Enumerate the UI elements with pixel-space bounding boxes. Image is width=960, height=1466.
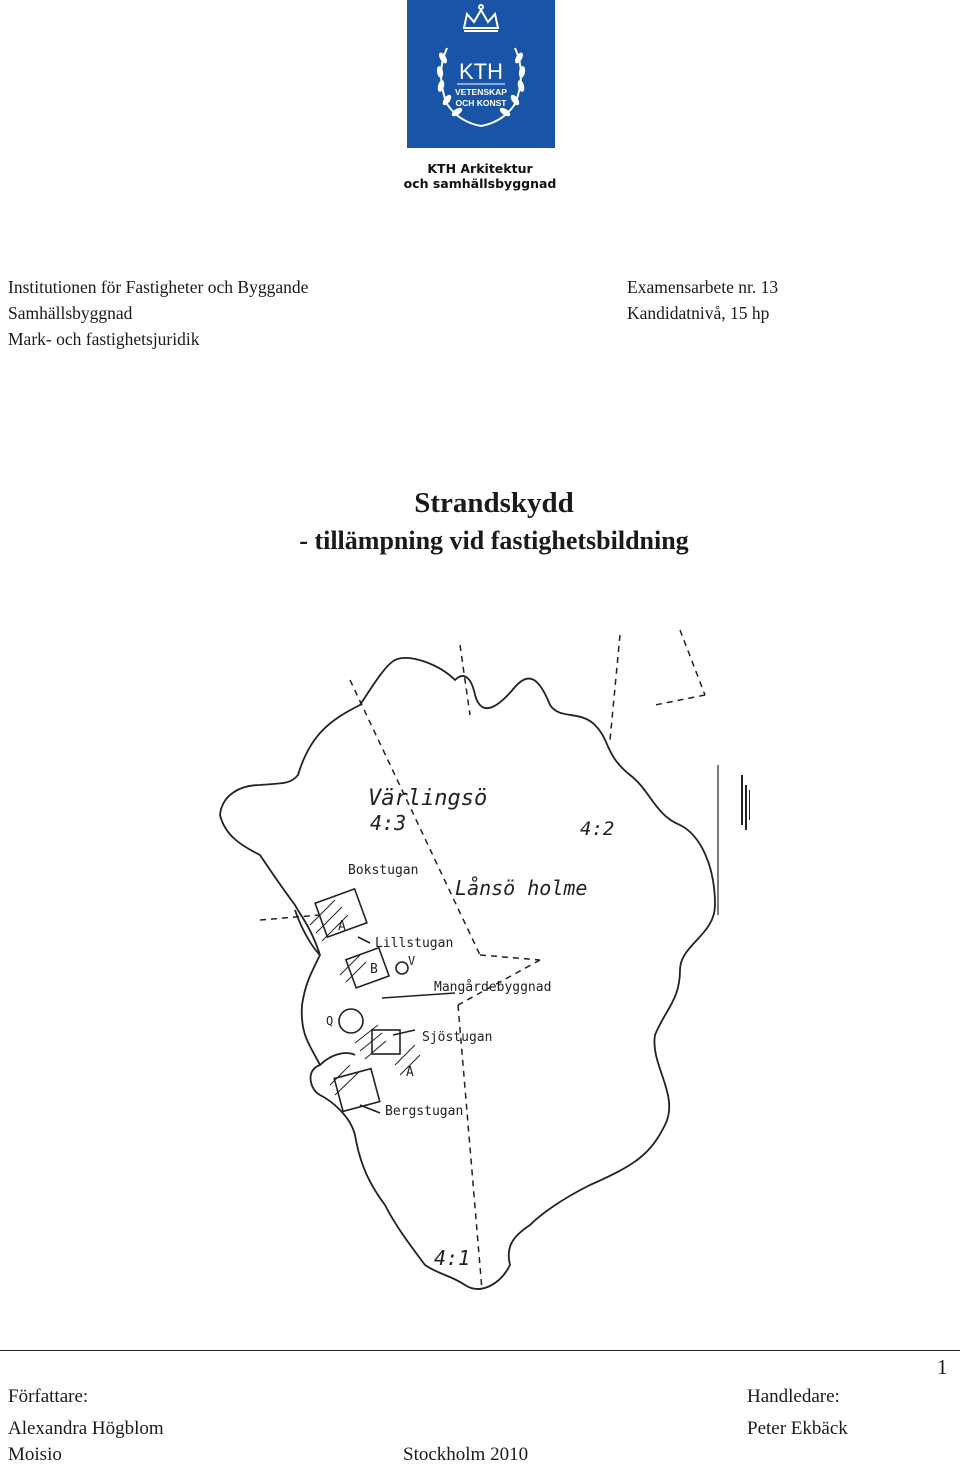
parcel-label-41: 4:1 bbox=[434, 1246, 471, 1270]
island-map bbox=[210, 625, 750, 1315]
author-name-line-1: Alexandra Högblom bbox=[8, 1418, 164, 1439]
supervisor-label: Handledare: bbox=[747, 1386, 840, 1407]
supervisor-name: Peter Ekbäck bbox=[747, 1418, 848, 1439]
department-name bbox=[380, 161, 580, 191]
plot-marker-q: Q bbox=[326, 1014, 334, 1028]
kth-logo bbox=[407, 0, 555, 148]
lillstugan-label: Lillstugan bbox=[375, 936, 454, 951]
department-line-2: och samhällsbyggnad bbox=[403, 176, 557, 191]
shore-detail bbox=[320, 1053, 355, 1065]
parcel-label-43: 4:3 bbox=[370, 811, 407, 835]
footer-divider bbox=[0, 1350, 960, 1351]
marker-circle bbox=[396, 962, 408, 974]
leader-line bbox=[360, 1105, 380, 1113]
boundary-line bbox=[480, 955, 540, 960]
department-line-1: KTH Arkitektur bbox=[427, 161, 533, 176]
logo-line3-text: OCH KONST bbox=[455, 98, 507, 108]
plot-marker-a2: A bbox=[406, 1065, 414, 1080]
islet-label: Lånsö holme bbox=[455, 876, 588, 900]
author-name-line-2: Moisio bbox=[8, 1444, 62, 1465]
plot-lillstugan bbox=[346, 948, 389, 988]
logo-line2-text: VETENSKAP bbox=[455, 87, 507, 97]
leader-line bbox=[358, 937, 370, 943]
program-line: Samhällsbyggnad bbox=[8, 303, 133, 323]
subject-line: Mark- och fastighetsjuridik bbox=[8, 329, 200, 349]
logo-kth-text: KTH bbox=[459, 59, 503, 84]
marker-circle bbox=[339, 1009, 363, 1033]
plot-marker-a1: A bbox=[338, 919, 346, 934]
thesis-number: Examensarbete nr. 13 bbox=[627, 277, 779, 297]
bokstugan-label: Bokstugan bbox=[348, 863, 419, 878]
plot-marker-b: B bbox=[370, 962, 378, 977]
boundary-line bbox=[260, 915, 320, 920]
institution-info bbox=[8, 274, 308, 352]
boundary-line bbox=[655, 695, 705, 705]
document-title: Strandskydd bbox=[414, 487, 574, 519]
parcel-label-42: 4:2 bbox=[580, 818, 615, 840]
thesis-level: Kandidatnivå, 15 hp bbox=[627, 303, 770, 323]
mangardsbyggnad-label: Mangårdebyggnad bbox=[434, 980, 552, 995]
kth-logo-graphic bbox=[407, 0, 555, 148]
document-subtitle: - tillämpning vid fastighetsbildning bbox=[299, 526, 689, 555]
island-outline bbox=[220, 658, 715, 1289]
bergstugan-label: Bergstugan bbox=[385, 1104, 464, 1119]
institution-line: Institutionen för Fastigheter och Byggande bbox=[8, 277, 309, 297]
boundary-line bbox=[680, 630, 705, 695]
island-name-label: Värlingsö bbox=[368, 786, 488, 811]
page-number: 1 bbox=[937, 1355, 948, 1379]
place-and-year: Stockholm 2010 bbox=[403, 1444, 529, 1465]
plot-bergstugan bbox=[334, 1069, 380, 1112]
boundary-line bbox=[610, 635, 620, 740]
thesis-info bbox=[627, 274, 778, 326]
author-label: Författare: bbox=[8, 1386, 89, 1407]
sjostugan-label: Sjöstugan bbox=[422, 1030, 493, 1045]
plot-marker-v: V bbox=[408, 954, 416, 968]
